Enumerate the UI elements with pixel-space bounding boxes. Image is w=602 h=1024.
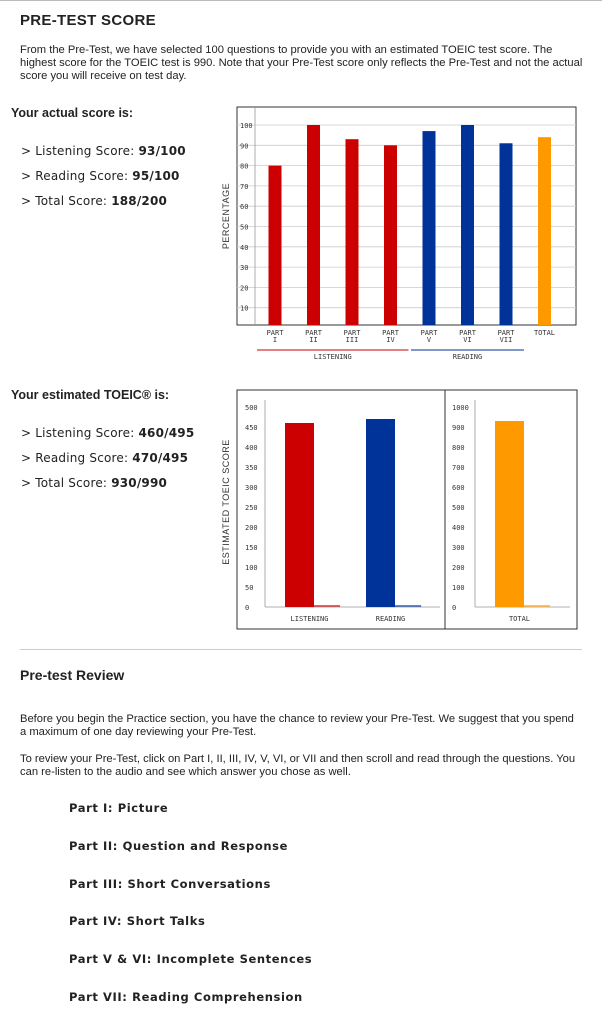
review-title: Pre-test Review: [20, 667, 125, 683]
chart1-ytick-label: 80: [240, 162, 249, 171]
chart1-frame: [237, 107, 576, 325]
chart1-xtick-label: PART: [382, 329, 399, 337]
chart3-ytick-label: 100: [452, 584, 465, 592]
estimated-score-bar-chart: [0, 385, 602, 635]
chart2-ytick-label: 50: [245, 584, 254, 592]
chart1-bar: [269, 166, 282, 325]
section-divider: [20, 649, 582, 650]
percentage-bar-chart: [0, 100, 602, 380]
top-divider: [0, 0, 602, 1]
chart1-ytick-label: 20: [240, 284, 249, 293]
chart1-xtick-label: I: [272, 336, 278, 344]
chart1-xtick-label: PART: [497, 329, 515, 337]
estimated-total-score: > Total Score: 930/990: [21, 476, 168, 490]
link-part-3[interactable]: Part III: Short Conversations: [69, 877, 271, 891]
actual-score-heading: Your actual score is:: [11, 106, 134, 120]
estimated-score-heading: Your estimated TOEIC® is:: [11, 388, 170, 402]
chart1-ylabel: PERCENTAGE: [221, 182, 231, 250]
chart1-bar: [461, 125, 474, 325]
actual-total-score: > Total Score: 188/200: [21, 194, 168, 208]
chart1-bar: [500, 143, 513, 325]
chart2-bar-shadow: [395, 605, 421, 607]
chart2-bar-shadow: [314, 605, 340, 607]
chart1-xtick-label: PART: [343, 329, 361, 337]
chart2-ytick-label: 150: [245, 544, 258, 552]
link-part-2[interactable]: Part II: Question and Response: [69, 839, 288, 853]
chart2-xtick-label: READING: [375, 615, 406, 623]
chart1-bar: [307, 125, 320, 325]
chart1-xtick-label: IV: [386, 336, 395, 344]
actual-reading-score: > Reading Score: 95/100: [21, 169, 180, 183]
estimated-listening-score: > Listening Score: 460/495: [21, 426, 195, 440]
chart1-group-label: READING: [452, 353, 483, 361]
chart3-bar: [495, 421, 524, 607]
chart3-ytick-label: 900: [452, 424, 465, 432]
chart2-ytick-label: 200: [245, 524, 258, 532]
chart2-ytick-label: 400: [245, 444, 258, 452]
chart3-ytick-label: 700: [452, 464, 465, 472]
chart1-xtick-label: PART: [305, 329, 322, 337]
chart1-bar: [423, 131, 436, 325]
chart1-group-label: LISTENING: [313, 353, 352, 361]
chart2-ytick-label: 500: [245, 404, 258, 412]
chart1-xtick-label: III: [345, 336, 359, 344]
chart3-xtick-label: TOTAL: [508, 615, 531, 623]
review-paragraph-1: Before you begin the Practice section, you have the chance to review your Pre-Test. We suggest that you spend a maximum of one day reviewing your Pre-Test.: [20, 713, 574, 738]
chart1-xtick-label: VII: [499, 336, 513, 344]
chart2-ytick-label: 350: [245, 464, 258, 472]
link-part-1[interactable]: Part I: Picture: [69, 801, 169, 815]
chart1-ytick-label: 70: [240, 182, 249, 191]
chart3-ytick-label: 200: [452, 564, 465, 572]
chart3-bar-shadow: [524, 605, 550, 607]
link-part-5-6[interactable]: Part V & VI: Incomplete Sentences: [69, 952, 313, 966]
chart2-ytick-label: 450: [245, 424, 258, 432]
intro-text: From the Pre-Test, we have selected 100 questions to provide you with an estimated TOEIC test score. The highest score for the TOEIC test is 990. Note that your Pre-Test score only reflects the Pre-Test and not the actual score you will receive on test day.: [20, 44, 583, 82]
chart1-ytick-label: 40: [240, 243, 249, 252]
link-part-7[interactable]: Part VII: Reading Comprehension: [69, 990, 303, 1004]
chart2-ytick-label: 300: [245, 484, 258, 492]
chart1-xtick-label: V: [426, 336, 432, 344]
chart3-ytick-label: 500: [452, 504, 465, 512]
chart2-bar: [285, 423, 314, 607]
chart3-ytick-label: 600: [452, 484, 465, 492]
chart3-ytick-label: 0: [452, 604, 457, 612]
chart1-bar: [538, 137, 551, 325]
chart1-xtick-label: II: [309, 336, 318, 344]
chart1-bar: [346, 139, 359, 325]
chart3-ytick-label: 1000: [452, 404, 469, 412]
chart1-ytick-label: 90: [240, 142, 249, 151]
chart1-ytick-label: 10: [240, 304, 249, 313]
chart1-bar: [384, 145, 397, 325]
chart1-xtick-label: PART: [459, 329, 476, 337]
review-paragraph-2: To review your Pre-Test, click on Part I, II, III, IV, V, VI, or VII and then scroll and read through the questions. You can re-listen to the audio and see which answer you chose as well.: [20, 753, 576, 778]
chart2-ylabel: ESTIMATED TOEIC SCORE: [221, 439, 231, 565]
chart2-bar: [366, 419, 395, 607]
chart1-ytick-label: 50: [240, 223, 249, 232]
chart2-xtick-label: LISTENING: [290, 615, 329, 623]
chart1-ytick-label: 60: [240, 203, 249, 212]
chart1-xtick-label: PART: [420, 329, 438, 337]
chart2-ytick-label: 100: [245, 564, 258, 572]
chart2-ytick-label: 250: [245, 504, 258, 512]
chart3-ytick-label: 300: [452, 544, 465, 552]
estimated-reading-score: > Reading Score: 470/495: [21, 451, 189, 465]
chart1-xtick-label: TOTAL: [533, 329, 556, 337]
chart1-xtick-label: VI: [463, 336, 472, 344]
actual-listening-score: > Listening Score: 93/100: [21, 144, 186, 158]
chart3-ytick-label: 800: [452, 444, 465, 452]
chart1-ytick-label: 100: [240, 122, 253, 130]
chart1-xtick-label: PART: [266, 329, 284, 337]
chart1-ytick-label: 30: [240, 264, 249, 273]
link-part-4[interactable]: Part IV: Short Talks: [69, 914, 206, 928]
page-title: PRE-TEST SCORE: [20, 12, 156, 29]
chart2-ytick-label: 0: [245, 604, 250, 612]
chart3-ytick-label: 400: [452, 524, 465, 532]
